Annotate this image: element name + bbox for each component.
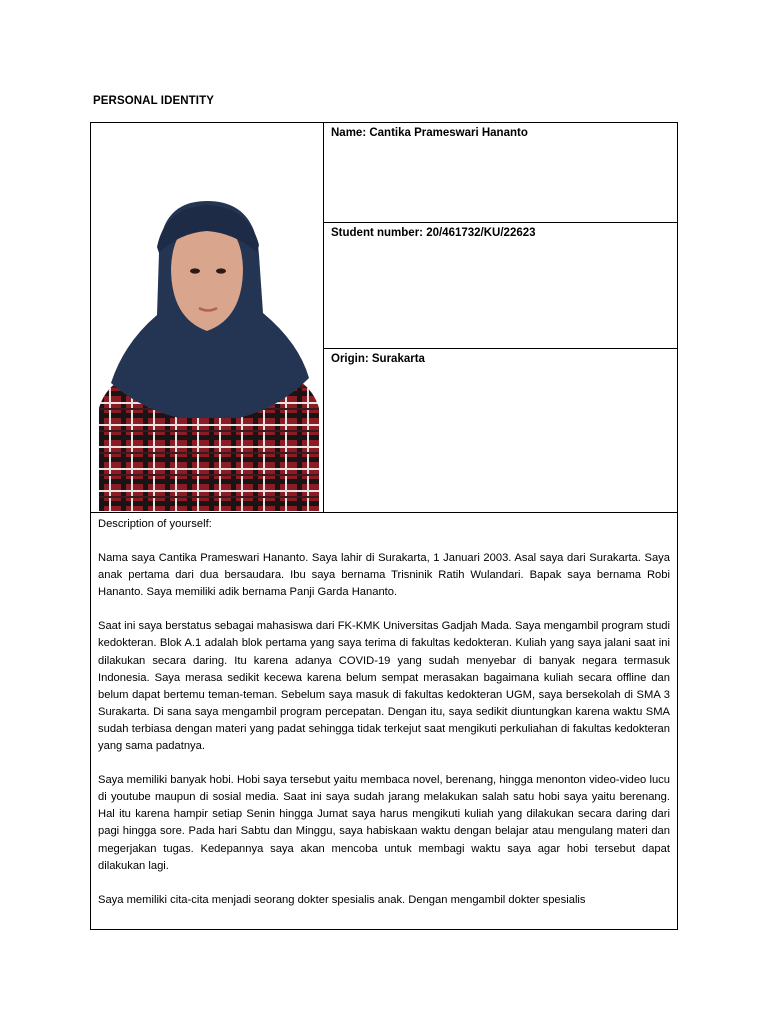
paragraph-aspirations: Saya memiliki cita-cita menjadi seorang dokter spesialis anak. Dengan mengambil dokter spesialis: [98, 893, 586, 906]
paragraph-education: Saat ini saya berstatus sebagai mahasiswa dari FK-KMK Universitas Gadjah Mada. Saya mengambil program studi kedokteran. Blok A.1 adalah blok pertama yang saya terima di fakultas kedokteran. Kuliah yang saya jalani saat ini dilakukan secara daring. Itu karena adanya COVID-19 yang sudah menyebar di banyak negara termasuk Indonesia. Saya merasa sedikit kecewa karena belum sempat merasakan bagaimana kuliah secara offline dan belum dapat bertemu teman-teman. Sebelum saya masuk di fakultas kedokteran UGM, saya bersekolah di SMA 3 Surakarta. Di sana saya mengambil program percepatan. Dengan itu, saya sedikit diuntungkan karena waktu SMA sudah terbiasa dengan materi yang padat sehingga tidak terkejut saat mengikuti perkuliahan di fakultas kedokteran yang sama padatnya.: [98, 620, 670, 753]
photo-cell: [91, 123, 324, 513]
name-cell: [324, 123, 678, 223]
origin-cell: [324, 349, 678, 513]
name-text: Name: Cantika Prameswari Hananto: [331, 127, 528, 139]
student-number-cell: [324, 223, 678, 349]
student-number-text: Student number: 20/461732/KU/22623: [331, 227, 536, 239]
page-heading: PERSONAL IDENTITY: [93, 95, 214, 107]
description-title: Description of yourself:: [98, 518, 212, 530]
student-photo: [99, 193, 319, 511]
paragraph-hobbies: Saya memiliki banyak hobi. Hobi saya tersebut yaitu membaca novel, berenang, hingga menonton video-video lucu di youtube maupun di sosial media. Saat ini saya sudah jarang melakukan salah satu hobi saya yaitu berenang. Hal itu karena hampir setiap Senin hingga Jumat saya harus mengikuti kuliah yang dilakukan secara daring dari pagi hingga sore. Pada hari Sabtu dan Minggu, saya habiskaan waktu dengan belajar atau mengulang materi dan megerjakan tugas. Kedepannya saya akan mencoba untuk membagi waktu saya agar hobi tersebut dapat dilakukan lagi.: [98, 774, 670, 872]
identity-table: [90, 122, 678, 930]
paragraph-family: Nama saya Cantika Prameswari Hananto. Saya lahir di Surakarta, 1 Januari 2003. Asal saya dari Surakarta. Saya anak pertama dari dua bersaudara. Ibu saya bernama Trisninik Ratih Wulandari. Bapak saya bernama Robi Hananto. Saya memiliki adik bernama Panji Garda Hananto.: [98, 552, 670, 599]
description-cell: [91, 512, 677, 929]
origin-text: Origin: Surakarta: [331, 353, 425, 365]
